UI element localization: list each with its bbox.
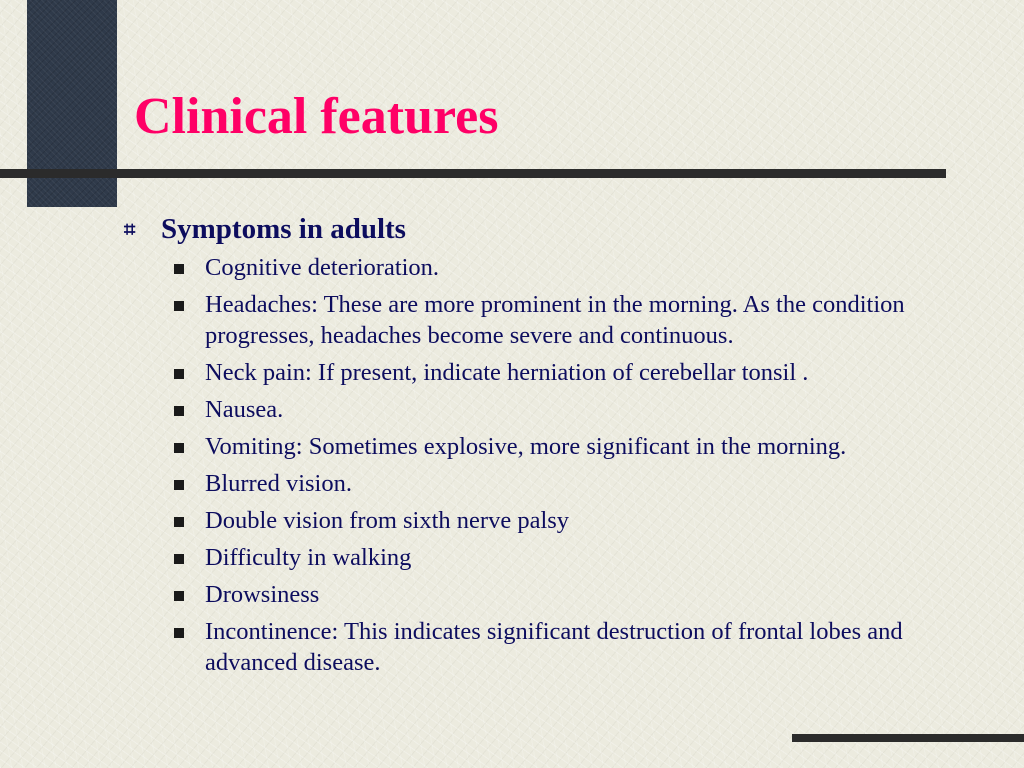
list-item-text: Neck pain: If present, indicate herniation of cerebellar tonsil . bbox=[205, 359, 809, 386]
square-bullet-icon bbox=[174, 443, 184, 453]
square-bullet-icon bbox=[174, 628, 184, 638]
list-item-text: Headaches: These are more prominent in the morning. As the condition progresses, headaches become severe and continuous. bbox=[205, 291, 905, 349]
list-item bbox=[124, 394, 954, 425]
square-bullet-icon bbox=[174, 264, 184, 274]
list-item-text: Vomiting: Sometimes explosive, more significant in the morning. bbox=[205, 433, 847, 460]
list-item-text: Double vision from sixth nerve palsy bbox=[205, 507, 570, 534]
list-item bbox=[124, 468, 954, 499]
symptoms-heading-text: Symptoms in adults bbox=[161, 213, 406, 245]
list-item bbox=[124, 357, 954, 388]
list-item-text: Cognitive deterioration. bbox=[205, 254, 440, 281]
symptom-list bbox=[124, 252, 954, 678]
list-item bbox=[124, 252, 954, 283]
list-item bbox=[124, 505, 954, 536]
square-bullet-icon bbox=[174, 369, 184, 379]
list-item bbox=[124, 289, 954, 351]
square-bullet-icon bbox=[174, 517, 184, 527]
list-item-text: Difficulty in walking bbox=[205, 544, 412, 571]
square-bullet-icon bbox=[174, 480, 184, 490]
list-item-text: Drowsiness bbox=[205, 581, 320, 608]
slide-content bbox=[124, 208, 954, 684]
slide-title: Clinical features bbox=[134, 88, 499, 145]
list-item bbox=[124, 431, 954, 462]
list-item-text: Nausea. bbox=[205, 396, 284, 423]
title-divider-line bbox=[0, 169, 946, 178]
list-item bbox=[124, 616, 954, 678]
square-bullet-icon bbox=[174, 301, 184, 311]
list-item-text: Incontinence: This indicates significant destruction of frontal lobes and advanced disease. bbox=[205, 618, 903, 676]
list-item bbox=[124, 579, 954, 610]
square-bullet-icon bbox=[174, 591, 184, 601]
list-item-text: Blurred vision. bbox=[205, 470, 352, 497]
symptoms-heading bbox=[124, 208, 954, 250]
square-bullet-icon bbox=[174, 554, 184, 564]
square-bullet-icon bbox=[174, 406, 184, 416]
bottom-divider-line bbox=[792, 734, 1024, 742]
hash-bullet-icon: ⌗ bbox=[124, 217, 136, 241]
list-item bbox=[124, 542, 954, 573]
